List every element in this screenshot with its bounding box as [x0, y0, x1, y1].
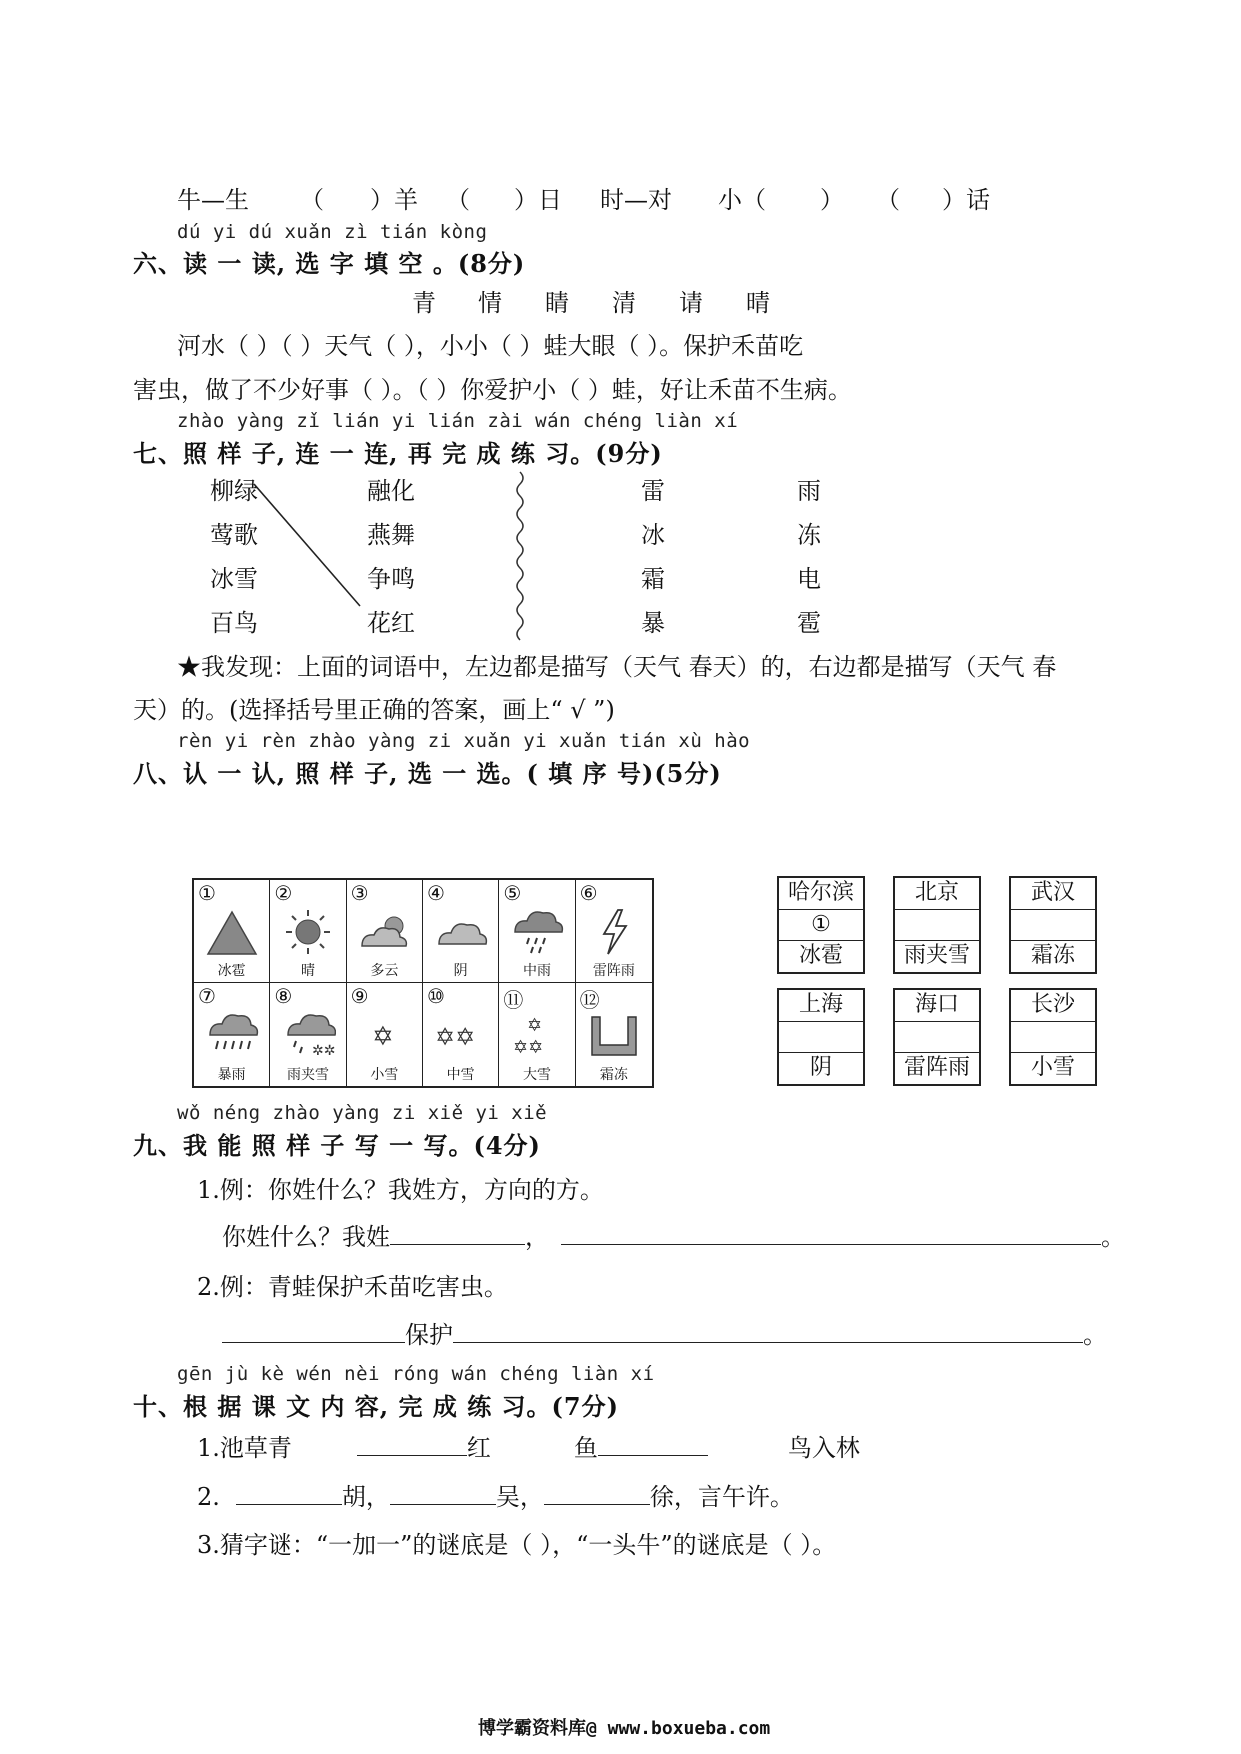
weather-cell	[423, 983, 499, 1086]
weather-label: 雷阵雨	[592, 963, 635, 979]
city-weather: 雷阵雨	[903, 1055, 970, 1081]
city-box	[893, 988, 981, 1086]
q6-char-2: 情	[478, 289, 502, 317]
city-box	[777, 988, 865, 1086]
q10-l2-b: 吴，	[495, 1483, 544, 1511]
city-answer-slot[interactable]	[779, 1022, 863, 1054]
answer-blank[interactable]	[598, 1433, 708, 1456]
weather-number: ⑥	[579, 881, 598, 905]
city-name: 哈尔滨	[779, 878, 863, 910]
q10-line-3: 3.猜字谜：“一加一”的谜底是（ ），“一头牛”的谜底是（ ）。	[197, 1531, 837, 1559]
q7-right2-item: 雹	[797, 609, 821, 637]
weather-number: ⑨	[350, 984, 369, 1008]
weather-cell	[499, 983, 575, 1086]
heavy-snow-icon	[509, 1009, 565, 1061]
city-box	[1009, 988, 1097, 1086]
weather-label: 小雪	[370, 1067, 399, 1083]
moderate-snow-icon	[433, 1009, 489, 1061]
city-weather: 霜冻	[1030, 943, 1075, 969]
weather-label: 霜冻	[599, 1067, 628, 1083]
q7-right2-item: 雨	[797, 477, 821, 505]
weather-cell	[194, 983, 270, 1086]
q6-title: 六、读 一 读, 选 字 填 空 。(8分)	[133, 249, 526, 278]
q7-connect-lines	[0, 0, 1241, 700]
weather-label: 多云	[370, 963, 399, 979]
weather-symbol-grid	[192, 878, 654, 1088]
weather-label: 中雨	[522, 963, 551, 979]
q9-title: 九、我 能 照 样 子 写 一 写。(4分)	[133, 1131, 541, 1160]
q6-char-4: 清	[612, 289, 636, 317]
weather-label: 晴	[300, 963, 315, 979]
q7-right1-item: 冰	[641, 521, 665, 549]
top-word-1: 牛—生	[177, 186, 249, 214]
q6-pinyin: dú yi dú xuǎn zì tián kòng	[177, 221, 488, 243]
answer-blank[interactable]	[453, 1320, 1083, 1343]
q7-left1-item: 莺歌	[210, 521, 258, 549]
q10-l2-prefix: 2.	[197, 1483, 220, 1511]
q10-l1-b: 红	[466, 1434, 491, 1462]
answer-blank[interactable]	[222, 1320, 405, 1343]
weather-number: ⑫	[579, 988, 600, 1012]
weather-cell	[270, 983, 346, 1086]
frost-icon	[586, 1009, 642, 1061]
q6-char-3: 睛	[545, 289, 569, 317]
city-answer-slot[interactable]	[1011, 910, 1095, 942]
q7-left1-item: 柳绿	[210, 477, 258, 505]
weather-cell	[347, 983, 423, 1086]
light-snow-icon	[356, 1009, 412, 1061]
weather-label: 阴	[453, 963, 468, 979]
city-answer-slot[interactable]	[1011, 1022, 1095, 1054]
q10-l2-c: 徐，言午许。	[649, 1483, 794, 1511]
q10-pinyin: gēn jù kè wén nèi róng wán chéng liàn xí	[177, 1363, 655, 1385]
city-weather: 冰雹	[798, 943, 843, 969]
city-weather: 阴	[809, 1055, 832, 1081]
q6-char-6: 晴	[746, 289, 770, 317]
city-box	[893, 876, 981, 974]
top-word-3: ）日	[514, 186, 562, 214]
city-name: 上海	[779, 990, 863, 1022]
moderate-rain-icon	[509, 906, 565, 958]
period: 。	[1083, 1321, 1107, 1349]
q10-l1-d: 鸟入林	[787, 1434, 860, 1462]
q7-right1-item: 雷	[641, 477, 665, 505]
comma: ，	[525, 1223, 549, 1251]
answer-blank[interactable]	[390, 1222, 525, 1245]
city-name: 武汉	[1011, 878, 1095, 910]
weather-cell	[576, 983, 652, 1086]
q7-left1-item: 冰雪	[210, 565, 258, 593]
weather-label: 中雪	[446, 1067, 475, 1083]
weather-number: ⑧	[274, 984, 293, 1008]
q9-prompt-2	[222, 1315, 1107, 1350]
cloud-icon	[433, 906, 489, 958]
top-paren-open: （	[300, 186, 324, 214]
q7-left1-item: 百鸟	[210, 609, 258, 637]
q7-left2-item: 争鸣	[367, 565, 415, 593]
q7-right2-item: 电	[797, 565, 821, 593]
weather-number: ⑪	[503, 988, 524, 1012]
weather-number: ②	[274, 881, 293, 905]
weather-number: ③	[350, 881, 369, 905]
heavy-rain-icon	[204, 1009, 260, 1061]
weather-label: 雨夹雪	[286, 1067, 329, 1083]
answer-blank[interactable]	[357, 1433, 467, 1456]
sleet-icon	[280, 1009, 336, 1061]
top-word-4: 时—对	[600, 186, 672, 214]
q8-title: 八、认 一 认, 照 样 子, 选 一 选。( 填 序 号)(5分)	[133, 759, 722, 788]
svg-text:✡✡: ✡✡	[512, 1037, 544, 1058]
partly-cloudy-icon	[356, 906, 412, 958]
q7-left2-item: 融化	[367, 477, 415, 505]
weather-cell	[499, 880, 575, 983]
top-paren-open: （	[446, 186, 470, 214]
q7-discovery-line-1: ★我发现：上面的词语中，左边都是描写（天气 春天）的，右边都是描写（天气 春	[177, 653, 1057, 681]
weather-label: 暴雨	[217, 1067, 246, 1083]
q10-l2-a: 胡，	[341, 1483, 390, 1511]
q9-example-2: 2.例：青蛙保护禾苗吃害虫。	[197, 1273, 508, 1301]
answer-blank[interactable]	[544, 1482, 650, 1505]
answer-blank[interactable]	[236, 1482, 342, 1505]
top-paren-open: （	[876, 186, 900, 214]
city-answer-slot[interactable]	[895, 1022, 979, 1054]
city-name: 北京	[895, 878, 979, 910]
svg-text:✲✲: ✲✲	[311, 1043, 336, 1059]
q7-title: 七、照 样 子, 连 一 连, 再 完 成 练 习。(9分)	[133, 439, 663, 468]
q10-l1-c: 鱼	[573, 1434, 598, 1462]
q7-left2-item: 燕舞	[367, 521, 415, 549]
answer-blank[interactable]	[561, 1222, 1101, 1245]
weather-number: ⑦	[198, 984, 216, 1008]
city-answer-slot[interactable]	[895, 910, 979, 942]
city-name: 长沙	[1011, 990, 1095, 1022]
q9-pinyin: wǒ néng zhào yàng zi xiě yi xiě	[177, 1102, 548, 1124]
city-name: 海口	[895, 990, 979, 1022]
svg-text:✡: ✡	[372, 1022, 395, 1052]
q10-line-2	[197, 1477, 794, 1512]
svg-text:✡: ✡	[526, 1015, 543, 1036]
q9-prompt-text: 你姓什么？我姓	[222, 1223, 390, 1251]
wavy-divider	[517, 472, 523, 640]
example-connect-line	[254, 484, 360, 606]
weather-number: ⑤	[503, 881, 522, 905]
weather-cell	[423, 880, 499, 983]
weather-number: ①	[198, 881, 216, 905]
q7-left2-item: 花红	[367, 609, 415, 637]
top-word-5: 小（	[718, 186, 766, 214]
q7-right1-item: 暴	[641, 609, 665, 637]
q9-example-1: 1.例：你姓什么？我姓方，方向的方。	[197, 1176, 604, 1204]
weather-label: 冰雹	[217, 963, 246, 979]
footer-watermark: 博学霸资料库@ www.boxueba.com	[478, 1718, 771, 1739]
weather-number: ⑩	[427, 984, 445, 1008]
hail-icon	[204, 906, 260, 958]
q10-l1-a: 1.池草青	[197, 1434, 292, 1462]
weather-cell	[270, 880, 346, 983]
q9-mid-text: 保护	[405, 1321, 453, 1349]
top-paren-close: ）	[820, 186, 844, 214]
q7-discovery-line-2: 天）的。(选择括号里正确的答案，画上“ √ ”)	[133, 696, 615, 724]
q7-right1-item: 霜	[641, 565, 665, 593]
q7-right2-item: 冻	[797, 521, 821, 549]
city-weather: 雨夹雪	[903, 943, 970, 969]
q6-char-5: 请	[679, 289, 703, 317]
top-word-2: ）羊	[370, 186, 418, 214]
lightning-icon	[586, 906, 642, 958]
q8-pinyin: rèn yi rèn zhào yàng zi xuǎn yi xuǎn tián xù hào	[177, 730, 751, 752]
period: 。	[1101, 1223, 1125, 1251]
weather-cell	[576, 880, 652, 983]
q9-prompt-1	[222, 1217, 1125, 1252]
city-weather: 小雪	[1030, 1055, 1075, 1081]
city-answer-slot[interactable]: ①	[779, 910, 863, 942]
q7-pinyin: zhào yàng zǐ lián yi lián zài wán chéng liàn xí	[177, 410, 739, 432]
city-box	[1009, 876, 1097, 974]
answer-blank[interactable]	[390, 1482, 496, 1505]
q10-line-1	[197, 1428, 860, 1463]
sun-icon	[280, 906, 336, 958]
q6-line-2: 害虫，做了不少好事（ ）。（ ）你爱护小（ ）蛙，好让禾苗不生病。	[133, 376, 852, 404]
city-box	[777, 876, 865, 974]
q6-char-1: 青	[412, 289, 436, 317]
weather-cell	[194, 880, 270, 983]
weather-label: 大雪	[522, 1067, 551, 1083]
weather-cell	[347, 880, 423, 983]
svg-text:✡✡: ✡✡	[434, 1023, 475, 1051]
q10-title: 十、根 据 课 文 内 容, 完 成 练 习。(7分)	[133, 1392, 619, 1421]
q6-line-1: 河水（ ）（ ）天气（ ），小小（ ）蛙大眼（ ）。保护禾苗吃	[177, 332, 804, 360]
top-word-6: ）话	[942, 186, 990, 214]
weather-number: ④	[427, 881, 445, 905]
